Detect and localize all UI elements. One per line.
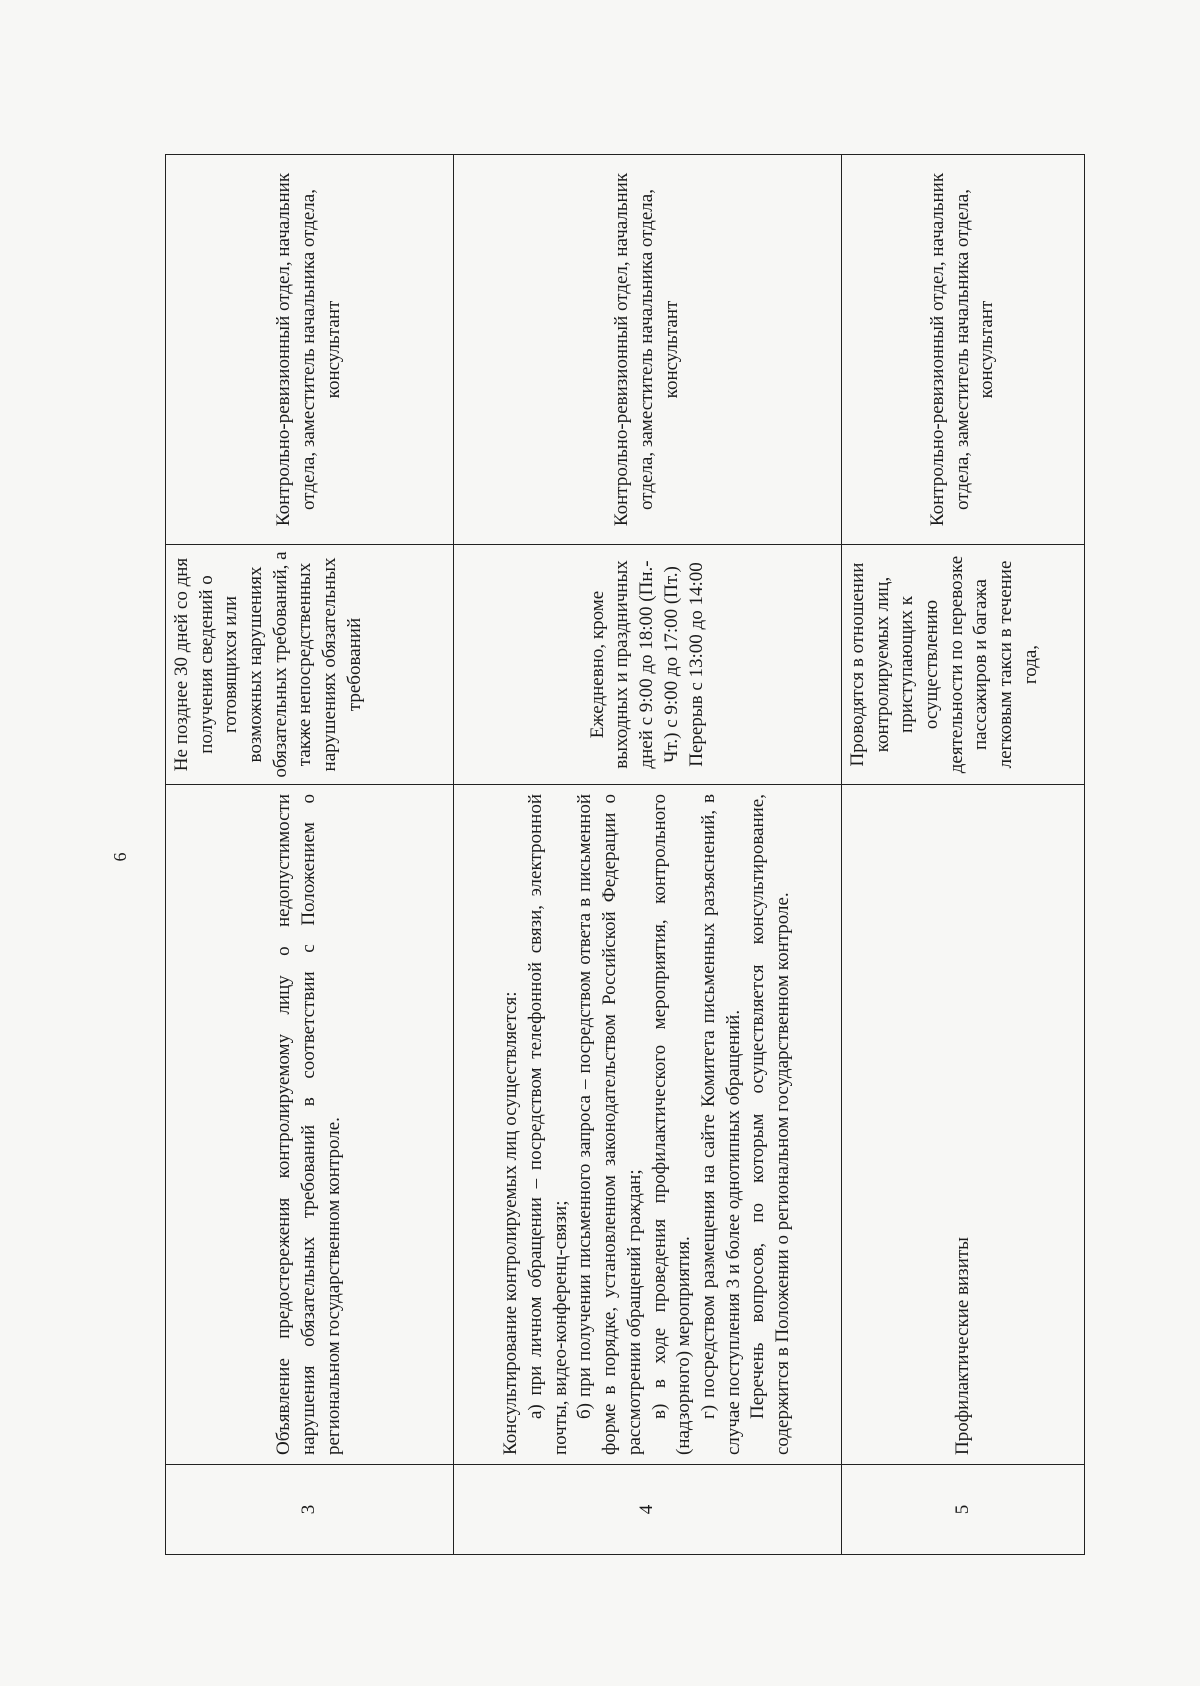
measure-text: а) при личном обращении – посредством телефонной связи, электронной почты, видео-конференц-связи; xyxy=(525,794,571,1455)
measure-text: Консультирование контролируемых лиц осуществляется: xyxy=(500,991,522,1455)
measures-table xyxy=(165,154,1085,1555)
page-number: 6 xyxy=(110,852,130,862)
measure-term: Не позднее 30 дней со дня получения сведений о готовящихся или возможных нарушениях обязательных требований, а также непосредственных нарушениях обязательных требований xyxy=(166,545,454,785)
row-number: 4 xyxy=(454,1465,842,1555)
measure-text: Перечень вопросов, по которым осуществляется консультирование, содержится в Положении о региональном государственном контроле. xyxy=(747,794,793,1455)
measure-name xyxy=(842,785,1085,1465)
measure-text: Профилактические визиты xyxy=(951,1237,973,1455)
row-number: 3 xyxy=(166,1465,454,1555)
measure-text: Объявление предостережения контролируемому лицу о недопустимости нарушения обязательных требований в соответствии с Положением о региональном государственном контроле. xyxy=(273,794,344,1455)
measure-text: г) посредством размещения на сайте Комитета письменных разъяснений, в случае поступления 3 и более однотипных обращений. xyxy=(697,794,744,1455)
table-row xyxy=(166,155,454,1555)
row-number: 5 xyxy=(842,1465,1085,1555)
measure-text: б) при получении письменного запроса – посредством ответа в письменной форме в порядке, установленном законодательством Российской Федерации о рассмотрении обращений граждан; xyxy=(574,794,645,1455)
measure-term: Проводятся в отношении контролируемых лиц, приступающих к осуществлению деятельности по перевозке пассажиров и багажа легковым такси в течение года, xyxy=(842,545,1085,785)
rotated-table-wrapper xyxy=(165,155,1135,1555)
measure-name xyxy=(454,785,842,1465)
responsible-department: Контрольно-ревизионный отдел, начальник отдела, заместитель начальника отдела, консультант xyxy=(842,155,1085,545)
table-row xyxy=(842,155,1085,1555)
table-row xyxy=(454,155,842,1555)
measure-text: в) в ходе проведения профилактического мероприятия, контрольного (надзорного) мероприятия. xyxy=(648,794,695,1455)
responsible-department: Контрольно-ревизионный отдел, начальник отдела, заместитель начальника отдела, консультант xyxy=(454,155,842,545)
responsible-department: Контрольно-ревизионный отдел, начальник отдела, заместитель начальника отдела, консультант xyxy=(166,155,454,545)
measure-term: Ежедневно, кроме выходных и праздничных дней с 9:00 до 18:00 (Пн.-Чт.) с 9:00 до 17:00 (Пт.) Перерыв с 13:00 до 14:00 xyxy=(454,545,842,785)
measure-name xyxy=(166,785,454,1465)
